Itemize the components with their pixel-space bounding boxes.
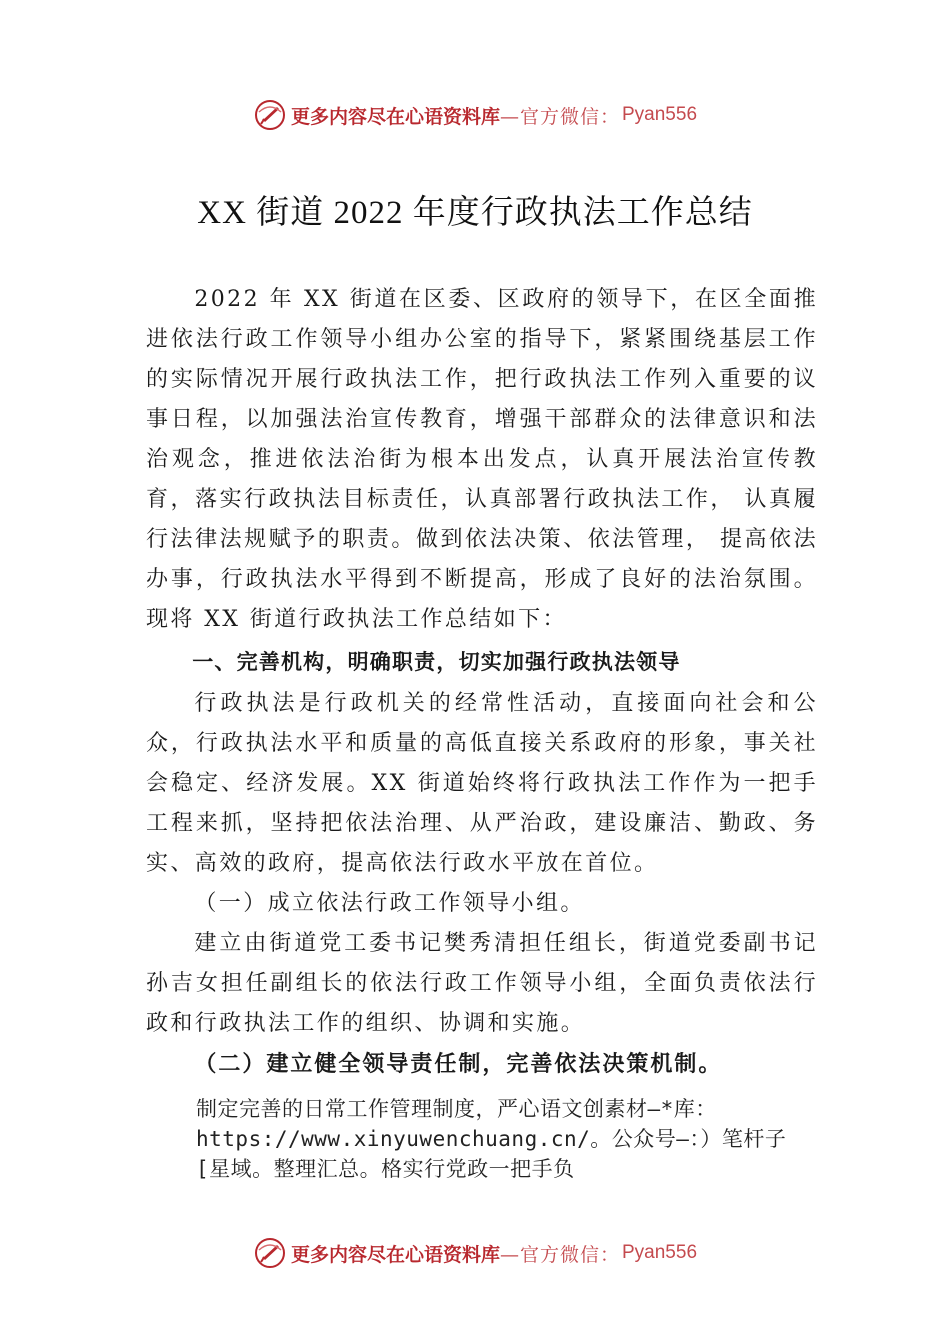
document-title: XX 街道 2022 年度行政执法工作总结 [197, 195, 753, 231]
tail-line: [星域。整理汇总。格实行党政一把手负 [196, 1157, 575, 1181]
watermark-footer [0, 1233, 950, 1273]
section1-heading: 一、完善机构，明确职责，切实加强行政执法领导 [192, 650, 681, 674]
watermark-handle: Pyan556 [622, 104, 698, 125]
document-body [146, 280, 818, 1084]
watermark-brand: 更多内容尽在心语资料库 [290, 1243, 500, 1266]
subsection2-heading: （二）建立健全领导责任制，完善依法决策机制。 [194, 1051, 723, 1077]
tail-text-block [196, 1094, 846, 1184]
watermark-brand: 更多内容尽在心语资料库 [290, 105, 500, 128]
subsection1-paragraph: 建立由街道党工委书记樊秀清担任组长，街道党委副书记孙吉女担任副组长的依法行政工作领导小组，全面负责依法行政和行政执法工作的组织、协调和实施。 [146, 931, 818, 1036]
brand-logo-icon [253, 98, 287, 132]
watermark-separator: —官方微信： [499, 1243, 620, 1266]
tail-line: https://www.xinyuwenchuang.cn/。公众号—：）笔杆子 [196, 1127, 787, 1151]
tail-line: 制定完善的日常工作管理制度，严心语文创素材—*库： [196, 1097, 717, 1121]
section1-paragraph: 行政执法是行政机关的经常性活动，直接面向社会和公众，行政执法水平和质量的高低直接关系政府的形象，事关社会稳定、经济发展。XX 街道始终将行政执法工作作为一把手工程来抓，坚持把依法治理、从严治政，建设廉洁、勤政、务实、高效的政府，提高依法行政水平放在首位。 [146, 691, 818, 876]
intro-paragraph: 2022 年 XX 街道在区委、区政府的领导下，在区全面推进依法行政工作领导小组办公室的指导下，紧紧围绕基层工作的实际情况开展行政执法工作，把行政执法工作列入重要的议事日程，以加强法治宣传教育，增强干部群众的法律意识和法治观念，推进依法治街为根本出发点，认真开展法治宣传教育，落实行政执法目标责任，认真部署行政执法工作， 认真履行法律法规赋予的职责。做到依法决策、依法管理， 提高依法办事，行政执法水平得到不断提高，形成了良好的法治氛围。现将 XX 街道行政执法工作总结如下： [146, 287, 818, 632]
brand-logo-icon [253, 1236, 287, 1270]
subsection1-heading: （一）成立依法行政工作领导小组。 [194, 891, 585, 916]
watermark-separator: —官方微信： [499, 105, 620, 128]
watermark-handle: Pyan556 [622, 1242, 698, 1263]
watermark-header [0, 95, 950, 135]
